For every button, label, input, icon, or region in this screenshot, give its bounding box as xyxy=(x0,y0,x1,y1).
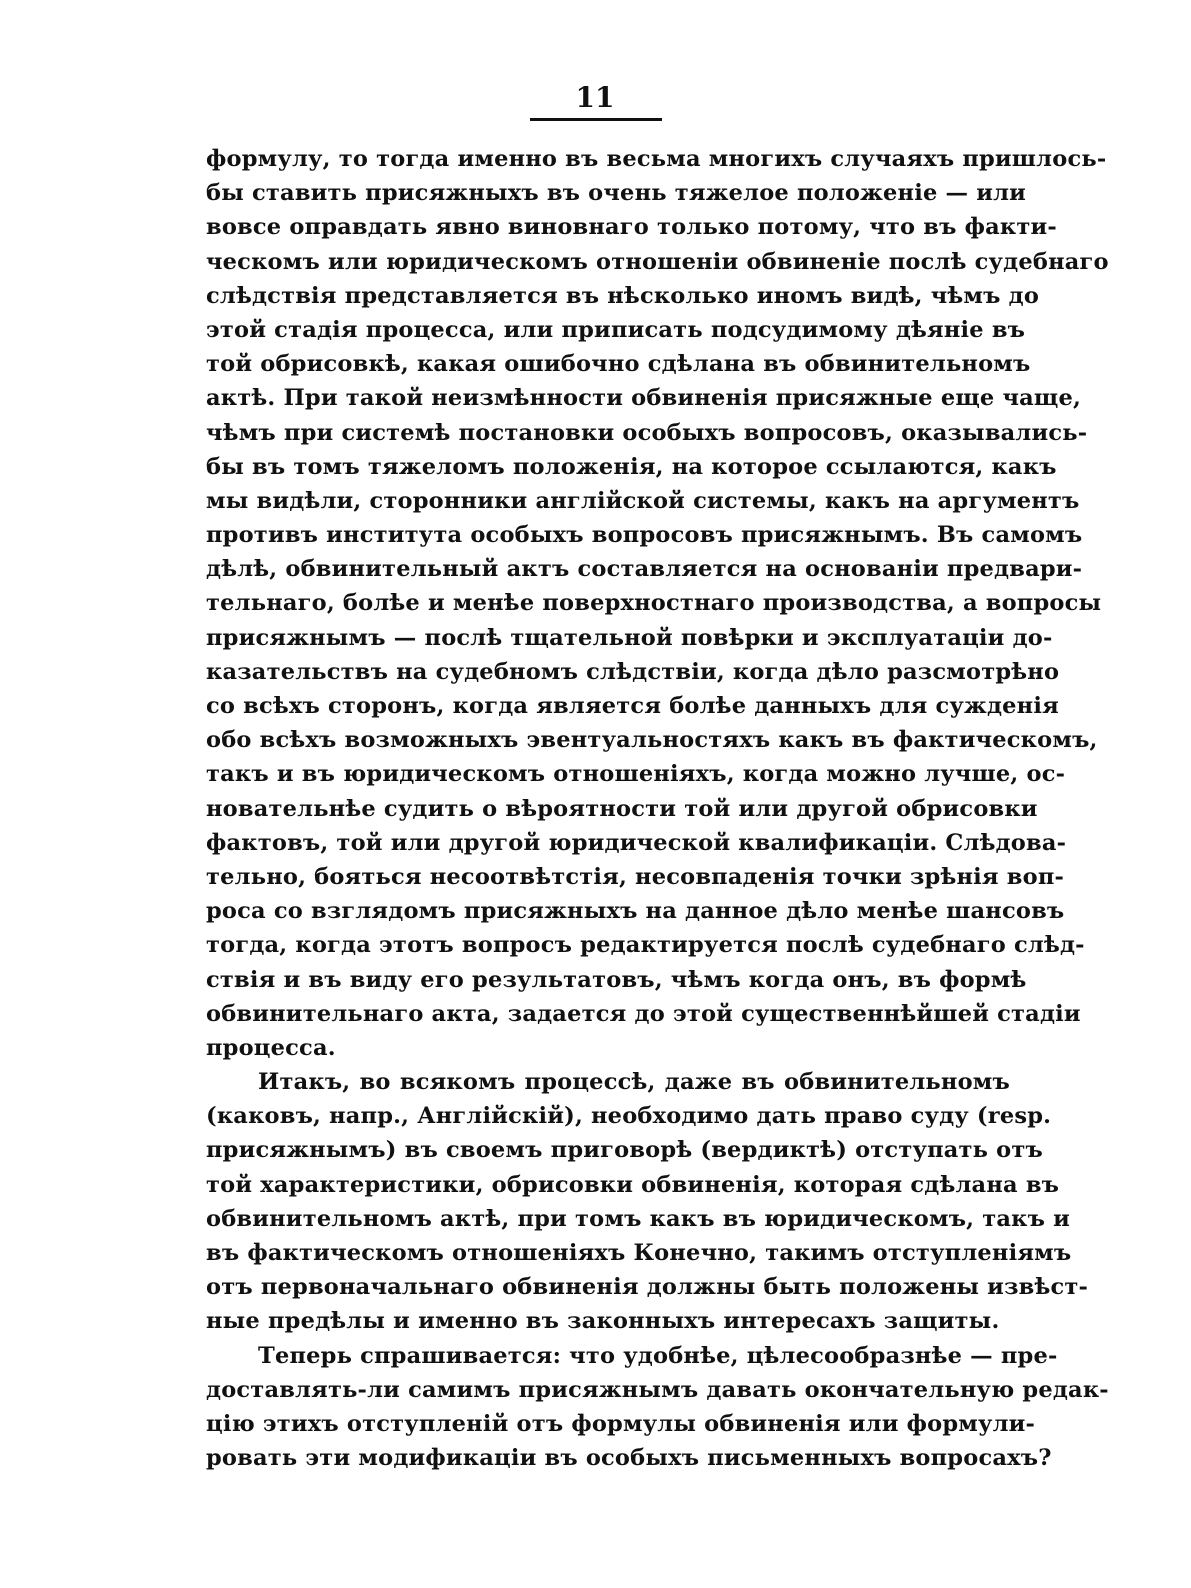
text-line: Итакъ, во всякомъ процессѣ, даже въ обвинительномъ xyxy=(258,1069,1010,1096)
text-line: мы видѣли, сторонники англійской системы, какъ на аргументъ xyxy=(206,487,1080,514)
paragraph xyxy=(206,142,1109,1065)
text-line: той характеристики, обрисовки обвиненія, которая сдѣлана въ xyxy=(206,1171,1060,1198)
text-line: (каковъ, напр., Англійскій), необходимо дать право суду (resp. xyxy=(206,1103,1052,1130)
paragraph xyxy=(206,1339,1109,1476)
text-line: процесса. xyxy=(206,1034,336,1061)
text-line: тогда, когда этотъ вопросъ редактируется послѣ судебнаго слѣд- xyxy=(206,932,1085,959)
header-rule xyxy=(530,118,662,121)
page-number: 11 xyxy=(575,81,615,114)
text-line: этой стадія процесса, или приписать подсудимому дѣяніе въ xyxy=(206,316,1026,343)
text-line: тельнаго, болѣе и менѣе поверхностнаго производства, а вопросы xyxy=(206,590,1102,617)
text-line: Теперь спрашивается: что удобнѣе, цѣлесообразнѣе — пре- xyxy=(258,1342,1058,1369)
text-line: присяжнымъ — послѣ тщательной повѣрки и эксплуатаціи до- xyxy=(206,624,1053,651)
text-line: доставлять-ли самимъ присяжнымъ давать окончательную редак- xyxy=(206,1376,1109,1403)
text-line: дѣлѣ, обвинительный актъ составляется на основаніи предвари- xyxy=(206,556,1083,583)
text-line: той обрисовкѣ, какая ошибочно сдѣлана въ обвинительномъ xyxy=(206,351,1031,378)
text-line: формулу, то тогда именно въ весьма многихъ случаяхъ пришлось- xyxy=(206,146,1107,172)
text-line: со всѣхъ сторонъ, когда является болѣе данныхъ для сужденія xyxy=(206,693,1059,719)
text-line: казательствъ на судебномъ слѣдствіи, когда дѣло разсмотрѣно xyxy=(206,658,1060,685)
text-line: ровать эти модификаціи въ особыхъ письменныхъ вопросахъ? xyxy=(206,1445,1052,1472)
text-line: обвинительнаго акта, задается до этой существеннѣйшей стадіи xyxy=(206,1000,1081,1027)
text-line: ные предѣлы и именно въ законныхъ интересахъ защиты. xyxy=(206,1308,1000,1335)
text-line: актѣ. При такой неизмѣнности обвиненія присяжные еще чаще, xyxy=(206,385,1082,412)
text-line: въ фактическомъ отношеніяхъ Конечно, такимъ отступленіямъ xyxy=(206,1240,1072,1266)
text-line: чѣмъ при системѣ постановки особыхъ вопросовъ, оказывались- xyxy=(206,419,1088,446)
text-line: отъ первоначальнаго обвиненія должны быть положены извѣст- xyxy=(206,1274,1089,1301)
text-line: новательнѣе судить о вѣроятности той или другой обрисовки xyxy=(206,795,1038,822)
text-line: слѣдствія представляется въ нѣсколько иномъ видѣ, чѣмъ до xyxy=(206,282,1040,309)
text-line: вовсе оправдать явно виновнаго только потому, что въ факти- xyxy=(206,214,1057,241)
text-line: бы ставить присяжныхъ въ очень тяжелое положеніе — или xyxy=(206,180,1027,207)
text-line: такъ и въ юридическомъ отношеніяхъ, когда можно лучше, ос- xyxy=(206,761,1066,788)
text-line: тельно, бояться несоотвѣтстія, несовпаденія точки зрѣнія воп- xyxy=(206,863,1065,890)
text-line: цію этихъ отступленій отъ формулы обвиненія или формули- xyxy=(206,1410,1036,1437)
paragraph xyxy=(206,1065,1089,1339)
text-line: присяжнымъ) въ своемъ приговорѣ (вердиктѣ) отступать отъ xyxy=(206,1137,1043,1164)
text-line: бы въ томъ тяжеломъ положенія, на которое ссылаются, какъ xyxy=(206,453,1057,480)
text-line: противъ института особыхъ вопросовъ присяжнымъ. Въ самомъ xyxy=(206,522,1083,549)
text-line: ствія и въ виду его результатовъ, чѣмъ когда онъ, въ формѣ xyxy=(206,966,1027,993)
text-line: обвинительномъ актѣ, при томъ какъ въ юридическомъ, такъ и xyxy=(206,1205,1070,1232)
text-line: роса со взглядомъ присяжныхъ на данное дѣло менѣе шансовъ xyxy=(206,898,1065,925)
text-line: ческомъ или юридическомъ отношеніи обвиненіе послѣ судебнаго xyxy=(206,248,1109,275)
body-text xyxy=(206,142,1109,1475)
text-line: обо всѣхъ возможныхъ эвентуальностяхъ какъ въ фактическомъ, xyxy=(206,727,1098,754)
text-line: фактовъ, той или другой юридической квалификаціи. Слѣдова- xyxy=(206,829,1067,856)
